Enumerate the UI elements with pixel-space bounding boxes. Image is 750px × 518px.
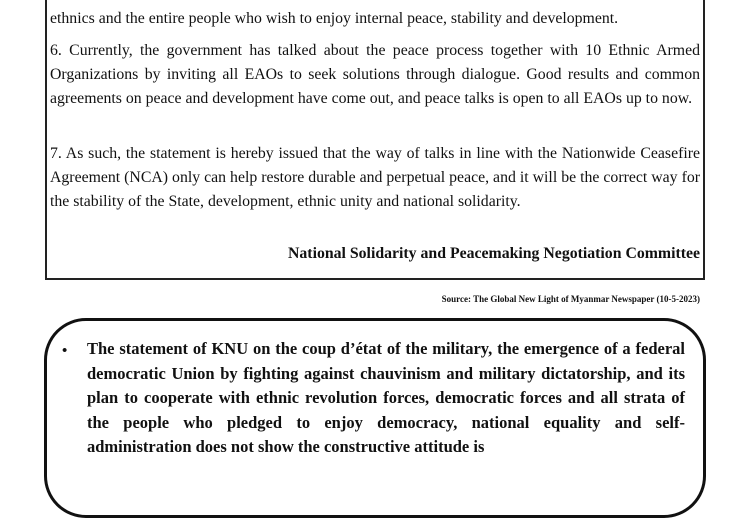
statement-paragraph-7: 7. As such, the statement is hereby issued that the way of talks in line with the Nationwide Ceasefire Agreement (NCA) only can help restore durable and perpetual peace, and it will be the correct way for the stability of the State, development, ethnic unity and national solidarity. (50, 145, 700, 210)
statement-paragraph-6: 6. Currently, the government has talked about the peace process together with 10 Ethnic Armed Organizations by inviting all EAOs to seek solutions through dialogue. Good results and common agreements on peace and development have come out, and peace talks is open to all EAOs up to now. (50, 42, 700, 107)
statement-signature: National Solidarity and Peacemaking Negotiation Committee (288, 245, 700, 262)
callout-text: The statement of KNU on the coup d’état of the military, the emergence of a federal democratic Union by fighting against chauvinism and military dictatorship, and its plan to cooperate with ethnic revolution forces, democratic forces and all strata of the people who pledged to enjoy democracy, national equality and self-administration does not show the constructive attitude is (87, 339, 685, 457)
source-citation: Source: The Global New Light of Myanmar Newspaper (10-5-2023) (441, 294, 700, 304)
bullet-icon: • (62, 343, 68, 359)
statement-cut-line: ethnics and the entire people who wish to enjoy internal peace, stability and development. (50, 10, 619, 27)
